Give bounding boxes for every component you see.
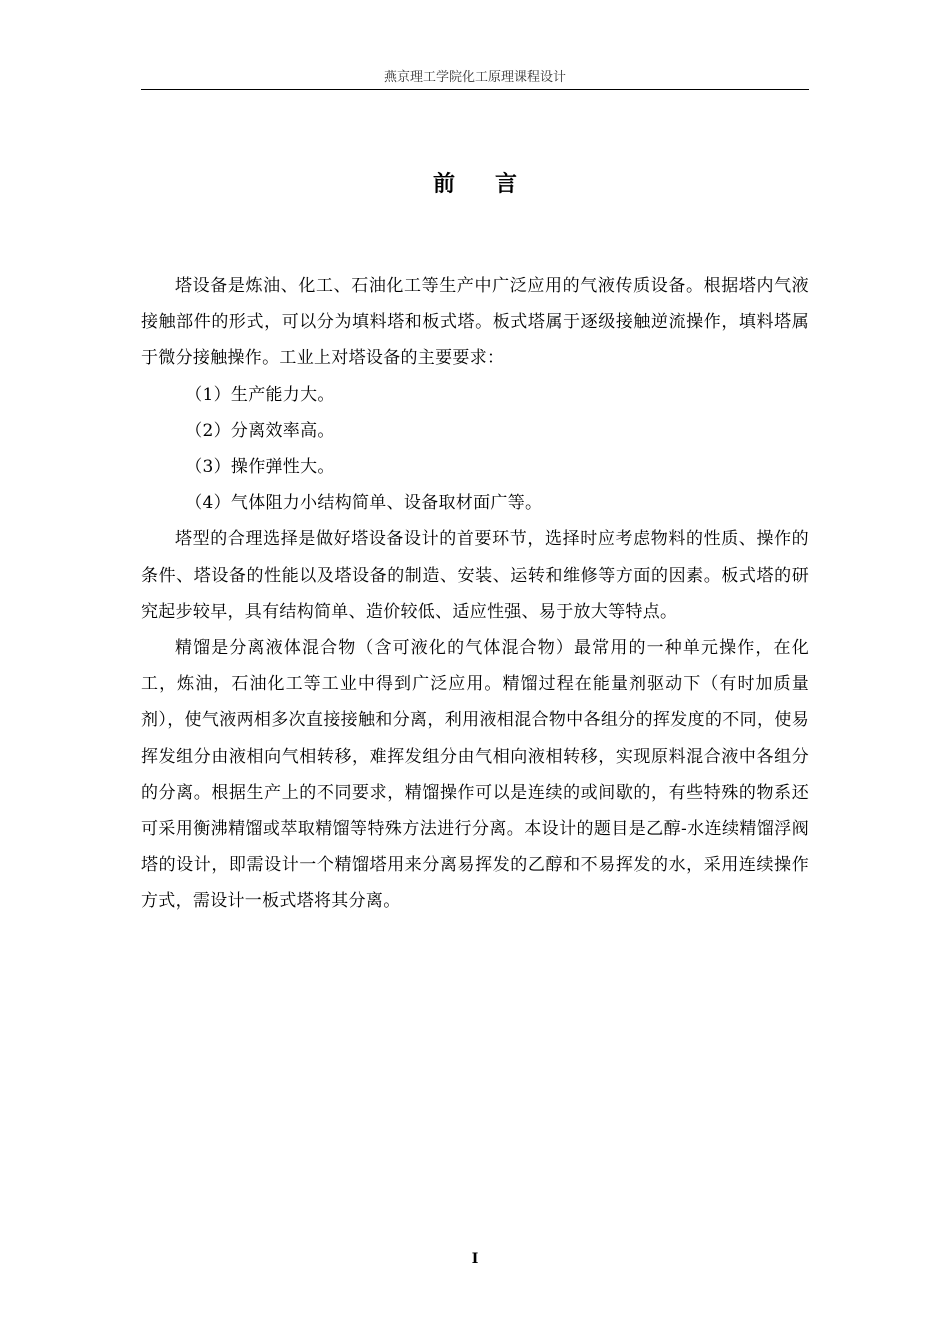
page-header: [141, 70, 809, 90]
list-item-1: （1）生产能力大。: [185, 384, 335, 405]
page-number: I: [471, 1251, 479, 1267]
list-item-3: （3）操作弹性大。: [185, 457, 335, 478]
paragraph-intro: 塔设备是炼油、化工、石油化工等生产中广泛应用的气液传质设备。根据塔内气液接触部件的形式，可以分为填料塔和板式塔。板式塔属于逐级接触逆流操作，填料塔属于微分接触操作。工业上对塔设备的主要要求：: [141, 276, 809, 369]
list-item-4: （4）气体阻力小结构简单、设备取材面广等。: [185, 493, 543, 514]
list-item-2: （2）分离效率高。: [185, 420, 335, 441]
paragraph-tower-selection: 塔型的合理选择是做好塔设备设计的首要环节，选择时应考虑物料的性质、操作的条件、塔设备的性能以及塔设备的制造、安装、运转和维修等方面的因素。板式塔的研究起步较早，具有结构简单、造价较低、适应性强、易于放大等特点。: [141, 529, 809, 622]
page-title: 前言: [432, 172, 557, 197]
paragraph-distillation: 精馏是分离液体混合物（含可液化的气体混合物）最常用的一种单元操作，在化工，炼油，石油化工等工业中得到广泛应用。精馏过程在能量剂驱动下（有时加质量剂），使气液两相多次直接接触和分离，利用液相混合物中各组分的挥发度的不同，使易挥发组分由液相向气相转移，难挥发组分由气相向液相转移，实现原料混合液中各组分的分离。根据生产上的不同要求，精馏操作可以是连续的或间歇的，有些特殊的物系还可采用衡沸精馏或萃取精馏等特殊方法进行分离。本设计的题目是乙醇-水连续精馏浮阀塔的设计，即需设计一个精馏塔用来分离易挥发的乙醇和不易挥发的水，采用连续操作方式，需设计一板式塔将其分离。: [141, 638, 809, 912]
header-text: 燕京理工学院化工原理课程设计: [383, 70, 566, 85]
body-text: [141, 268, 809, 920]
